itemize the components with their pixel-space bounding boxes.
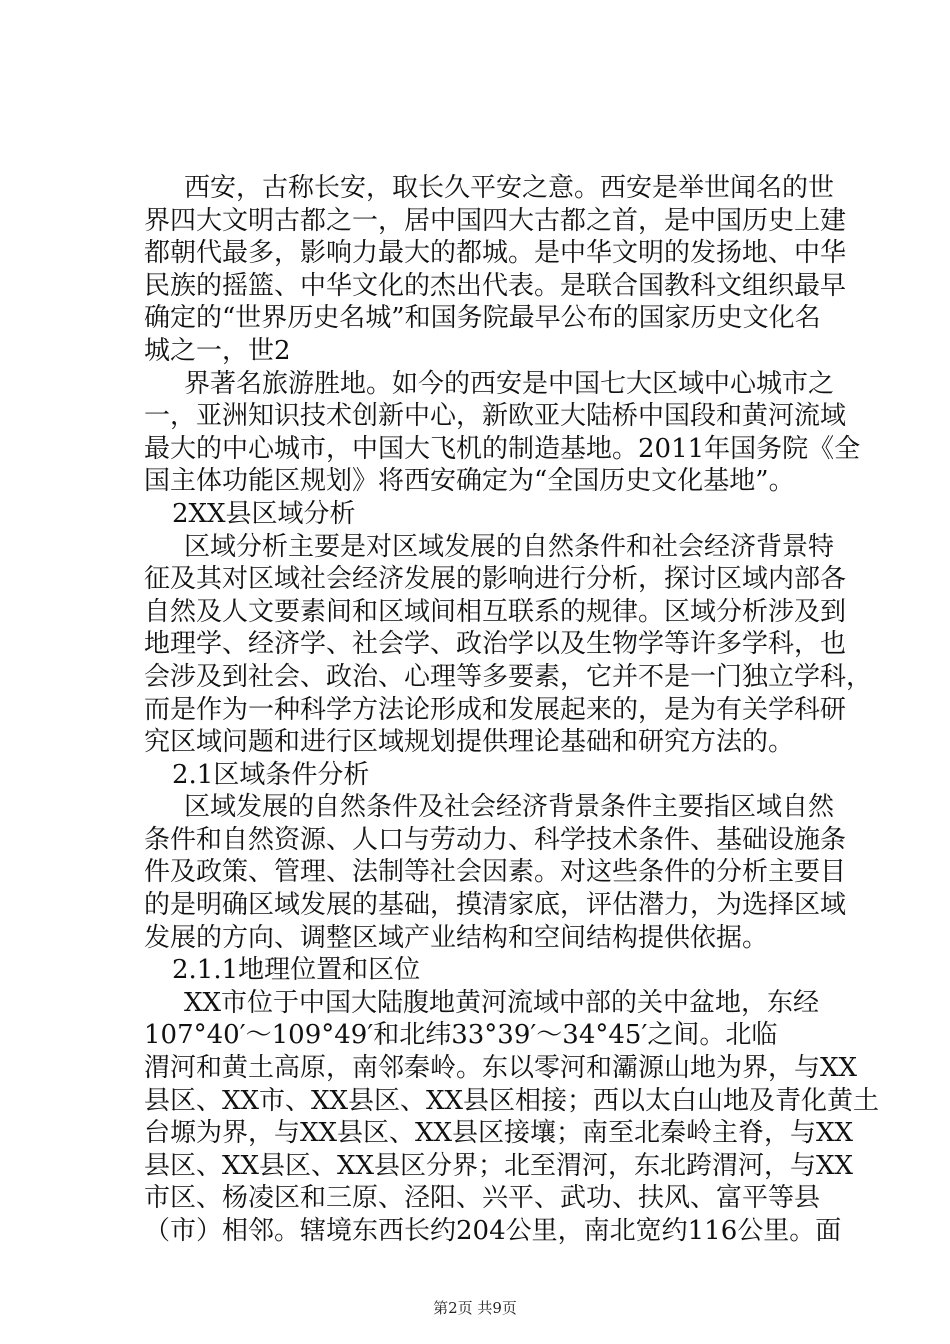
text-line: 市区、杨凌区和三原、泾阳、兴平、武功、扶风、富平等县 — [144, 1183, 821, 1214]
section-heading: 2XX县区域分析 — [172, 498, 356, 529]
text-line: 征及其对区域社会经济发展的影响进行分析，探讨区域内部各 — [144, 564, 847, 595]
text-line: 西安，古称长安，取长久平安之意。西安是举世闻名的世 — [184, 173, 835, 203]
text-line: 究区域问题和进行区域规划提供理论基础和研究方法的。 — [144, 727, 795, 758]
text-line: 件及政策、管理、法制等社会因素。对这些条件的分析主要目 — [144, 857, 847, 888]
page-footer: 第2页 共9页 — [433, 1299, 517, 1317]
text-line: 确定的“世界历史名城”和国务院最早公布的国家历史文化名 — [144, 303, 821, 334]
text-line: 县区、XX县区、XX县区分界；北至渭河，东北跨渭河，与XX — [144, 1150, 854, 1181]
document-body — [144, 172, 880, 1248]
text-line: （市）相邻。辖境东西长约204公里，南北宽约116公里。面 — [144, 1216, 842, 1246]
text-line: 发展的方向、调整区域产业结构和空间结构提供依据。 — [144, 922, 769, 953]
text-line: 条件和自然资源、人口与劳动力、科学技术条件、基础设施条 — [144, 824, 847, 855]
text-line: 县区、XX市、XX县区、XX县区相接；西以太白山地及青化黄土 — [144, 1085, 880, 1116]
text-line: XX市位于中国大陆腹地黄河流域中部的关中盆地，东经 — [184, 987, 820, 1018]
text-line: 区域分析主要是对区域发展的自然条件和社会经济背景特 — [184, 531, 835, 562]
text-line: 一，亚洲知识技术创新中心，新欧亚大陆桥中国段和黄河流域 — [144, 401, 847, 432]
text-line: 民族的摇篮、中华文化的杰出代表。是联合国教科文组织最早 — [144, 270, 847, 301]
text-line: 最大的中心城市，中国大飞机的制造基地。2011年国务院《全 — [144, 433, 861, 464]
text-line: 渭河和黄土高原，南邻秦岭。东以零河和灞源山地为界，与XX — [144, 1053, 858, 1084]
text-line: 界著名旅游胜地。如今的西安是中国七大区域中心城市之 — [184, 368, 835, 399]
text-line: 区域发展的自然条件及社会经济背景条件主要指区域自然 — [184, 792, 835, 823]
text-line: 都朝代最多，影响力最大的都城。是中华文明的发扬地、中华 — [144, 238, 847, 269]
section-heading: 2.1.1地理位置和区位 — [172, 955, 421, 986]
text-line: 107°40′～109°49′和北纬33°39′～34°45′之间。北临 — [144, 1020, 778, 1051]
text-line: 国主体功能区规划》将西安确定为“全国历史文化基地”。 — [144, 466, 795, 497]
text-line: 台塬为界，与XX县区、XX县区接壤；南至北秦岭主脊，与XX — [144, 1118, 854, 1149]
text-line: 的是明确区域发展的基础，摸清家底，评估潜力，为选择区域 — [144, 890, 847, 921]
text-line: 界四大文明古都之一，居中国四大古都之首，是中国历史上建 — [144, 205, 847, 236]
text-line: 自然及人文要素间和区域间相互联系的规律。区域分析涉及到 — [144, 596, 847, 627]
text-line: 而是作为一种科学方法论形成和发展起来的，是为有关学科研 — [144, 694, 847, 725]
section-heading: 2.1区域条件分析 — [172, 759, 370, 790]
text-line: 地理学、经济学、社会学、政治学以及生物学等许多学科，也 — [144, 629, 847, 660]
text-line: 城之一，世2 — [144, 335, 291, 366]
text-line: 会涉及到社会、政治、心理等多要素，它并不是一门独立学科， — [144, 661, 873, 692]
